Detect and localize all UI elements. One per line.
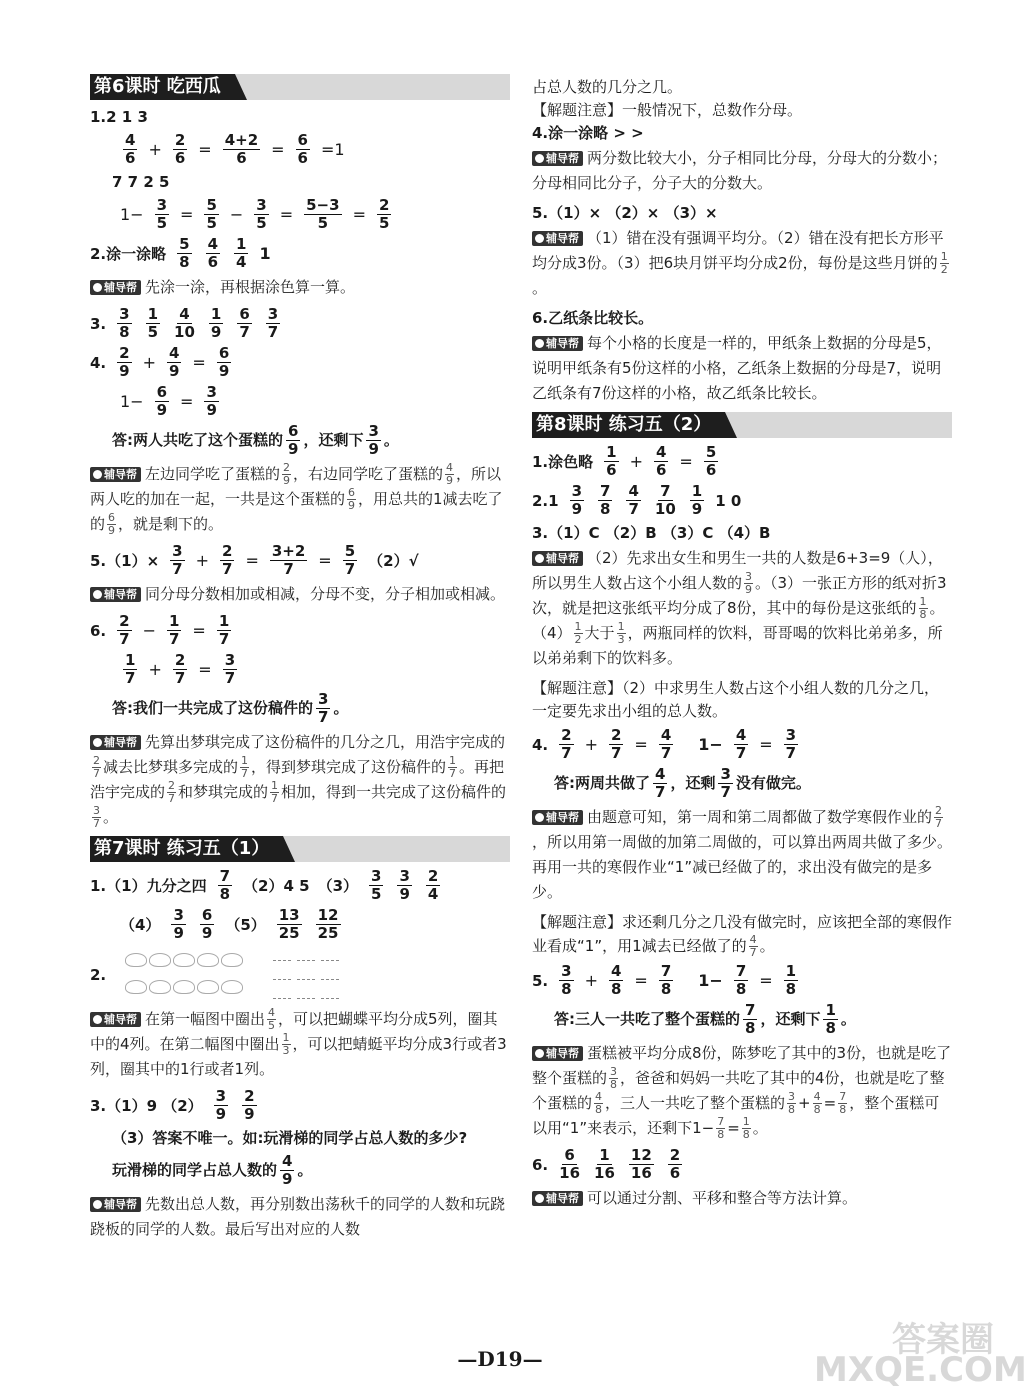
r6: 6.乙纸条比较长。 bbox=[532, 309, 654, 327]
l2-helper: 辅导帮 在第一幅图中圈出 $\frac{4}{5}$ ，可以把蝴蝶平均分成5列，圈其中的4列。在第二幅图中圈出 $\frac{1}{3}$ ，可以把蜻蜓平均分成3行或者3列，圈其中的1行或者1列。 bbox=[90, 1006, 507, 1078]
r5-helper: 辅导帮 （1）错在没有强调平均分。（2）错在没有把长方形平均分成3份。（3）把6块月饼平均分成2份，每份是这些月饼的 $\frac{1}{2}$ 。 bbox=[532, 229, 948, 297]
q1-line-a: 1.2 1 3 bbox=[90, 108, 148, 126]
q1-line-c: 7 7 2 5 bbox=[112, 173, 170, 191]
q6-answer: 答:我们一共完成了这份稿件的 $\frac{3}{7}$ 。 bbox=[112, 690, 349, 726]
section-header-6: 第6课时 吃西瓜 bbox=[90, 74, 510, 100]
q1-equation-1: 4 6 + 2 6 = 4+2 6 = 6 6 =1 bbox=[125, 131, 345, 167]
r5: 5.（1）× （2）× （3）× bbox=[532, 204, 718, 222]
q5-helper: 辅导帮 同分母分数相加或相减，分母不变，分子相加或相减。 bbox=[90, 582, 510, 607]
r0-note: 【解题注意】一般情况下，总数作分母。 bbox=[532, 101, 803, 119]
r4-helper: 辅导帮 两分数比较大小，分子相同比分母，分母大的分数小；分母相同比分子，分子大的分数大。 bbox=[532, 149, 948, 192]
butterfly-figure bbox=[124, 952, 244, 998]
q3: 3. 3 8 1 5 4 10 1 9 6 7 3 7 bbox=[90, 305, 279, 341]
s4-helper: 辅导帮 由题意可知，第一周和第二周都做了数学寒假作业的 $\frac{2}{7}$ ，所以用第一周做的加第二周做的，可以算出两周共做了多少。再用一共的寒假作业“1”减已经做了的，求出没有做完的是多少。 bbox=[532, 804, 953, 901]
left-column bbox=[90, 72, 510, 1248]
s4-note: 【解题注意】求还剩几分之几没有做完时，应该把全部的寒假作业看成“1”，用1减去已经做了的 $\frac{4}{7}$ 。 bbox=[532, 913, 953, 959]
r6-helper: 辅导帮 每个小格的长度是一样的，甲纸条上数据的分母是5，说明甲纸条有5份这样的小格，乙纸条上数据的分母是7，说明乙纸条有7份这样的小格，故乙纸条比较长。 bbox=[532, 334, 942, 402]
l3-helper: 辅导帮 先数出总人数，再分别数出荡秋千的同学的人数和玩跷跷板的同学的人数。最后写出对应的人数 bbox=[90, 1195, 506, 1238]
dragonfly-figure bbox=[270, 946, 342, 1003]
l1-row2: （4） 3 9 6 9 （5） 13 25 12 25 bbox=[120, 906, 339, 942]
l3-row2: （3）答案不唯一。如:玩滑梯的同学占总人数的多少? bbox=[112, 1129, 468, 1147]
s4: 4. 2 7 + 2 7 = 4 7 1− $\frac{4}{7}$ = 3 7 bbox=[532, 726, 797, 762]
right-column bbox=[532, 76, 952, 1217]
s5-answer: 答:三人一共吃了整个蛋糕的 $\frac{7}{8}$ ，还剩下 $\frac{1}{8}$ 。 bbox=[554, 1001, 856, 1037]
l2-figures: 2. bbox=[90, 946, 510, 1003]
r4: 4.涂一涂略 > > bbox=[532, 124, 644, 142]
l3-answer: 玩滑梯的同学占总人数的 $\frac{4}{9}$ 。 bbox=[112, 1152, 313, 1188]
r0: 占总人数的几分之几。 bbox=[532, 78, 683, 96]
section-header-8: 第8课时 练习五（2） bbox=[532, 412, 952, 438]
s2: 2.1 3 9 7 8 4 7 7 10 1 9 1 0 bbox=[532, 482, 742, 518]
s6-helper: 辅导帮 可以通过分割、平移和整合等方法计算。 bbox=[532, 1186, 952, 1211]
s4-answer: 答:两周共做了 $\frac{4}{7}$ ，还剩 $\frac{3}{7}$ 没有做完。 bbox=[554, 765, 811, 801]
q4-eq2: 1− 6 9 = 3 9 bbox=[120, 383, 217, 419]
page-number: —D19— bbox=[457, 1347, 543, 1371]
s5: 5. 3 8 + 4 8 = 7 8 1− $\frac{7}{8}$ = 1 8 bbox=[532, 962, 797, 998]
q4-answer: 答:两人共吃了这个蛋糕的 $\frac{6}{9}$ ，还剩下 $\frac{3}{9}$ 。 bbox=[112, 422, 399, 458]
q4-helper: 辅导帮 左边同学吃了蛋糕的 $\frac{2}{9}$ ，右边同学吃了蛋糕的 $\frac{4}{9}$ ，所以两人吃的加在一起，一共是这个蛋糕的 $\frac{6}{9}$ ，用总共的1减去吃了的 $\frac{6}{9}$ ，就是剩下的。 bbox=[90, 461, 503, 537]
q6-eq1: 6. 2 7 − 1 7 = 1 7 bbox=[90, 612, 230, 648]
q4-eq1: 4. 2 9 + 4 9 = 6 9 bbox=[90, 344, 230, 380]
s3-note: 【解题注意】（2）中求男生人数占这个小组人数的几分之几，一定要先求出小组的总人数。 bbox=[532, 679, 940, 720]
s1: 1.涂色略 1 6 + 4 6 = 5 6 bbox=[532, 443, 717, 479]
s5-helper: 辅导帮 蛋糕被平均分成8份，陈梦吃了其中的3份，也就是吃了整个蛋糕的 $\frac{3}{8}$ ，爸爸和妈妈一共吃了其中的4份，也就是吃了整个蛋糕的 $\frac{4}{8}$ ，三人一共吃了整个蛋糕的 $\frac{3}{8}$ + $\frac{4}{8}$ = $\frac{7}{8}$ ，整个蛋糕可以用“1”来表示，还剩下1− $\frac{7}{8}$ = $\frac{1}{8}$ 。 bbox=[532, 1044, 952, 1141]
watermark-logo: 答案圈 MXQE.COM bbox=[814, 1320, 1027, 1390]
s3-helper: 辅导帮 （2）先求出女生和男生一共的人数是6+3=9（人），所以男生人数占这个小组人数的 $\frac{3}{9}$ 。（3）一张正方形的纸对折3次，就是把这张纸平均分成了8份，其中的每份是这张纸的 $\frac{1}{8}$ 。（4） $\frac{1}{2}$ 大于 $\frac{1}{3}$ ，两瓶同样的饮料，哥哥喝的饮料比弟弟多，所以弟弟剩下的饮料多。 bbox=[532, 549, 947, 667]
l1-row1: 1.（1）九分之四 7 8 （2）4 5 （3） 3 5 3 9 2 4 bbox=[90, 867, 439, 903]
l3-row1: 3.（1）9 （2） 3 9 2 9 bbox=[90, 1087, 255, 1123]
q6-helper: 辅导帮 先算出梦琪完成了这份稿件的几分之几，用浩宇完成的 $\frac{2}{7}$ 减去比梦琪多完成的 $\frac{1}{7}$ ，得到梦琪完成了这份稿件的 $\frac{1}{7}$ 。再把浩宇完成的 $\frac{2}{7}$ 和梦琪完成的 $\frac{1}{7}$ 相加，得到一共完成了这份稿件的 $\frac{3}{7}$ 。 bbox=[90, 733, 507, 830]
q5: 5.（1）× $\frac{3}{7}$ + 2 7 = 3+2 7 = 5 7 （2）√ bbox=[90, 542, 419, 578]
q1-equation-2: 1− 3 5 = 5 5 − 3 5 = 5−3 5 = 2 5 bbox=[120, 196, 390, 232]
q2: 2.涂一涂略 5 8 4 6 1 4 1 bbox=[90, 235, 271, 271]
s6: 6. 6 16 1 16 12 16 2 6 bbox=[532, 1146, 681, 1182]
section-header-7: 第7课时 练习五（1） bbox=[90, 836, 510, 862]
s3: 3.（1）C （2）B （3）C （4）B bbox=[532, 524, 771, 542]
helper-badge: 辅导帮 bbox=[90, 280, 141, 295]
q6-eq2: 1 7 + 2 7 = 3 7 bbox=[125, 651, 236, 687]
q2-helper: 辅导帮 先涂一涂，再根据涂色算一算。 bbox=[90, 275, 510, 300]
